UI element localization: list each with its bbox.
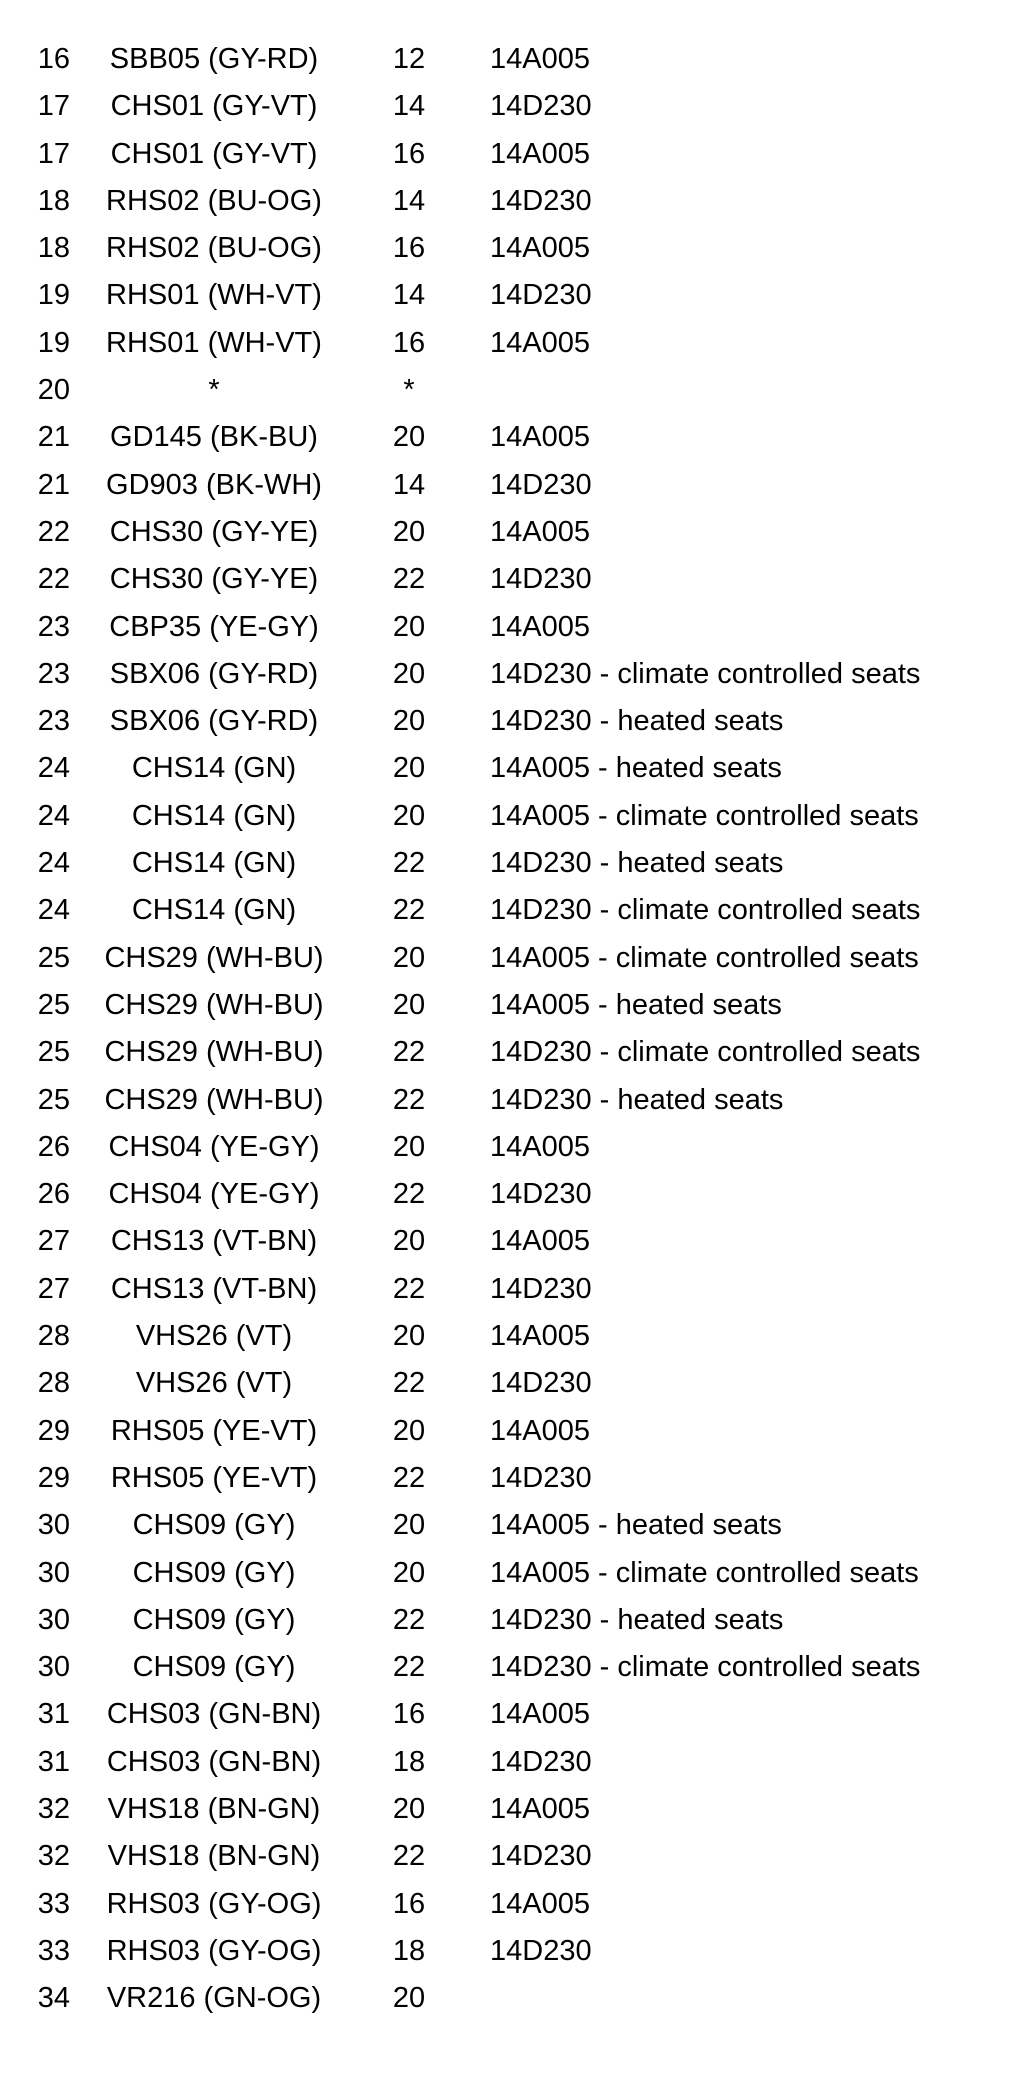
circuit-code: CHS09 (GY) [132, 1651, 296, 1684]
wire-gauge: 16 [392, 137, 426, 170]
table-row-27 [0, 1270, 1012, 1317]
wire-gauge: 20 [392, 515, 426, 548]
table-row-11 [0, 513, 1012, 560]
table-row-26 [0, 1222, 1012, 1269]
wire-gauge: 20 [392, 610, 426, 643]
pin-number: 21 [37, 468, 70, 501]
circuit-code: SBX06 (GY-RD) [109, 705, 319, 738]
connector-ref: 14D230 [490, 468, 592, 501]
connector-ref: 14A005 [490, 137, 590, 170]
circuit-code: SBB05 (GY-RD) [109, 43, 319, 75]
connector-ref: 14A005 [490, 1698, 590, 1731]
circuit-code: VHS18 (BN-GN) [107, 1840, 321, 1873]
pin-number: 26 [37, 1178, 70, 1211]
table-row-16 [0, 749, 1012, 796]
wire-gauge: 20 [392, 421, 426, 454]
wire-gauge: 22 [392, 1272, 426, 1305]
connector-ref: 14A005 - heated seats [490, 1509, 782, 1542]
table-row-35 [0, 1648, 1012, 1695]
connector-ref: 14A005 [490, 1414, 590, 1447]
circuit-code: CHS09 (GY) [132, 1509, 296, 1542]
connector-ref: 14D230 [490, 1367, 592, 1400]
circuit-code: CHS04 (YE-GY) [108, 1130, 320, 1163]
connector-ref: 14D230 [490, 1272, 592, 1305]
wire-gauge: 22 [392, 1178, 426, 1211]
wire-gauge: 20 [392, 1792, 426, 1825]
table-row-20 [0, 939, 1012, 986]
circuit-code: RHS03 (GY-OG) [106, 1934, 322, 1967]
connector-ref: 14A005 [490, 1130, 590, 1163]
table-row-15 [0, 702, 1012, 749]
circuit-code: RHS05 (YE-VT) [110, 1461, 318, 1494]
connector-ref: 14D230 - heated seats [490, 847, 784, 880]
circuit-code: RHS02 (BU-OG) [106, 184, 322, 217]
pin-number: 28 [37, 1367, 70, 1400]
connector-ref: 14A005 [490, 326, 590, 359]
table-row-19 [0, 891, 1012, 938]
wire-gauge: 22 [392, 563, 426, 596]
circuit-code: GD145 (BK-BU) [110, 421, 318, 454]
pin-number: 25 [37, 941, 70, 974]
pin-number: 30 [37, 1603, 70, 1636]
connector-ref: 14A005 - climate controlled seats [490, 941, 919, 974]
wire-gauge: 22 [392, 1036, 426, 1069]
connector-ref: 14A005 [490, 515, 590, 548]
pin-number: 28 [37, 1320, 70, 1353]
table-row-5 [0, 229, 1012, 276]
wire-gauge: 18 [392, 1934, 426, 1967]
wire-gauge: 20 [392, 799, 426, 832]
pin-number: 27 [37, 1225, 70, 1258]
wire-gauge: 22 [392, 1651, 426, 1684]
circuit-code: VHS18 (BN-GN) [107, 1792, 321, 1825]
table-row-25 [0, 1175, 1012, 1222]
wire-gauge: 22 [392, 1603, 426, 1636]
connector-ref: 14A005 [490, 1320, 590, 1353]
wire-gauge: 18 [392, 1745, 426, 1778]
connector-ref: 14D230 [490, 279, 592, 312]
pin-number: 27 [37, 1272, 70, 1305]
circuit-code: CHS29 (WH-BU) [104, 988, 324, 1021]
circuit-code: RHS02 (BU-OG) [106, 232, 322, 265]
circuit-code: SBX06 (GY-RD) [109, 657, 319, 690]
pin-number: 25 [37, 1036, 70, 1069]
connector-ref: 14D230 [490, 90, 592, 123]
wire-gauge: 14 [392, 279, 426, 312]
circuit-code: CHS03 (GN-BN) [106, 1698, 322, 1731]
table-row-24 [0, 1128, 1012, 1175]
circuit-code: VR216 (GN-OG) [106, 1982, 322, 2015]
wire-gauge: 12 [392, 43, 426, 75]
pin-number: 18 [37, 232, 70, 265]
table-row-8 [0, 371, 1012, 418]
connector-ref: 14A005 [490, 1225, 590, 1258]
pin-number: 25 [37, 1083, 70, 1116]
wire-gauge: 14 [392, 184, 426, 217]
table-row-23 [0, 1081, 1012, 1128]
circuit-code: CHS14 (GN) [131, 799, 297, 832]
connector-ref: 14D230 [490, 1745, 592, 1778]
table-row-12 [0, 560, 1012, 607]
connector-ref: 14D230 - climate controlled seats [490, 1036, 921, 1069]
table-row-39 [0, 1837, 1012, 1884]
connector-pin-table [0, 40, 1012, 2026]
connector-ref: 14A005 - heated seats [490, 752, 782, 785]
pin-number: 23 [37, 610, 70, 643]
table-row-2 [0, 87, 1012, 134]
table-row-21 [0, 986, 1012, 1033]
circuit-code: * [208, 374, 220, 407]
circuit-code: CHS13 (VT-BN) [110, 1272, 318, 1305]
connector-ref: 14D230 [490, 184, 592, 217]
connector-ref: 14A005 [490, 43, 590, 75]
wire-gauge: 20 [392, 1225, 426, 1258]
wire-gauge: 20 [392, 1320, 426, 1353]
circuit-code: VHS26 (VT) [135, 1367, 293, 1400]
circuit-code: RHS05 (YE-VT) [110, 1414, 318, 1447]
pin-number: 30 [37, 1509, 70, 1542]
pin-number: 24 [37, 847, 70, 880]
wire-gauge: 20 [392, 1130, 426, 1163]
pin-number: 22 [37, 515, 70, 548]
table-row-14 [0, 655, 1012, 702]
table-row-13 [0, 608, 1012, 655]
pin-number: 33 [37, 1887, 70, 1920]
table-row-17 [0, 797, 1012, 844]
connector-ref: 14D230 [490, 1934, 592, 1967]
wire-gauge: 22 [392, 1083, 426, 1116]
circuit-code: CHS03 (GN-BN) [106, 1745, 322, 1778]
table-row-37 [0, 1743, 1012, 1790]
wire-gauge: 20 [392, 988, 426, 1021]
table-row-32 [0, 1506, 1012, 1553]
connector-ref: 14D230 [490, 1178, 592, 1211]
pin-number: 24 [37, 799, 70, 832]
circuit-code: CHS29 (WH-BU) [104, 1036, 324, 1069]
connector-ref: 14D230 [490, 1461, 592, 1494]
pin-number: 17 [37, 137, 70, 170]
pin-number: 20 [37, 374, 70, 407]
circuit-code: CHS30 (GY-YE) [109, 515, 319, 548]
connector-ref: 14A005 - climate controlled seats [490, 799, 919, 832]
table-row-33 [0, 1554, 1012, 1601]
connector-ref: 14D230 - climate controlled seats [490, 894, 921, 927]
pin-number: 32 [37, 1840, 70, 1873]
pin-number: 31 [37, 1745, 70, 1778]
table-row-41 [0, 1932, 1012, 1979]
table-row-4 [0, 182, 1012, 229]
wire-gauge: * [403, 374, 415, 407]
table-row-10 [0, 466, 1012, 513]
connector-ref: 14A005 [490, 1887, 590, 1920]
circuit-code: RHS01 (WH-VT) [106, 279, 322, 312]
circuit-code: CHS29 (WH-BU) [104, 1083, 324, 1116]
pin-number: 30 [37, 1651, 70, 1684]
pin-number: 19 [37, 279, 70, 312]
circuit-code: RHS01 (WH-VT) [106, 326, 322, 359]
connector-ref: 14A005 [490, 232, 590, 265]
wire-gauge: 20 [392, 1982, 426, 2015]
pin-number: 21 [37, 421, 70, 454]
circuit-code: CHS13 (VT-BN) [110, 1225, 318, 1258]
connector-ref: 14A005 - climate controlled seats [490, 1556, 919, 1589]
table-row-1 [0, 40, 1012, 87]
circuit-code: CHS01 (GY-VT) [110, 137, 318, 170]
wire-gauge: 16 [392, 326, 426, 359]
connector-ref: 14D230 - heated seats [490, 1083, 784, 1116]
wire-gauge: 16 [392, 1887, 426, 1920]
pin-number: 17 [37, 90, 70, 123]
pin-number: 25 [37, 988, 70, 1021]
circuit-code: CHS30 (GY-YE) [109, 563, 319, 596]
table-row-30 [0, 1412, 1012, 1459]
table-row-34 [0, 1601, 1012, 1648]
circuit-code: CHS14 (GN) [131, 752, 297, 785]
circuit-code: CHS09 (GY) [132, 1603, 296, 1636]
table-row-36 [0, 1695, 1012, 1742]
circuit-code: CHS09 (GY) [132, 1556, 296, 1589]
wire-gauge: 22 [392, 894, 426, 927]
circuit-code: CHS29 (WH-BU) [104, 941, 324, 974]
wire-gauge: 16 [392, 1698, 426, 1731]
table-row-40 [0, 1885, 1012, 1932]
pin-number: 18 [37, 184, 70, 217]
table-row-31 [0, 1459, 1012, 1506]
wire-gauge: 20 [392, 941, 426, 974]
wire-gauge: 20 [392, 657, 426, 690]
table-row-3 [0, 135, 1012, 182]
wire-gauge: 20 [392, 1414, 426, 1447]
connector-ref: 14D230 [490, 1840, 592, 1873]
wire-gauge: 22 [392, 847, 426, 880]
pin-number: 16 [37, 43, 70, 75]
connector-ref: 14A005 - heated seats [490, 988, 782, 1021]
wire-gauge: 20 [392, 1556, 426, 1589]
pin-number: 22 [37, 563, 70, 596]
circuit-code: CHS14 (GN) [131, 847, 297, 880]
pin-number: 29 [37, 1461, 70, 1494]
pin-number: 24 [37, 894, 70, 927]
wire-gauge: 20 [392, 705, 426, 738]
connector-ref: 14A005 [490, 1792, 590, 1825]
wire-gauge: 22 [392, 1367, 426, 1400]
wire-gauge: 14 [392, 468, 426, 501]
connector-ref: 14A005 [490, 610, 590, 643]
pin-number: 26 [37, 1130, 70, 1163]
table-row-42 [0, 1979, 1012, 2026]
pin-number: 29 [37, 1414, 70, 1447]
wire-gauge: 20 [392, 752, 426, 785]
circuit-code: GD903 (BK-WH) [106, 468, 322, 501]
circuit-code: RHS03 (GY-OG) [106, 1887, 322, 1920]
connector-ref: 14D230 - climate controlled seats [490, 657, 921, 690]
table-row-6 [0, 276, 1012, 323]
connector-ref: 14D230 - heated seats [490, 1603, 784, 1636]
pin-number: 30 [37, 1556, 70, 1589]
wire-gauge: 22 [392, 1461, 426, 1494]
wire-gauge: 20 [392, 1509, 426, 1542]
connector-ref: 14D230 [490, 563, 592, 596]
circuit-code: CHS04 (YE-GY) [108, 1178, 320, 1211]
pin-number: 33 [37, 1934, 70, 1967]
wire-gauge: 22 [392, 1840, 426, 1873]
pin-number: 31 [37, 1698, 70, 1731]
table-row-22 [0, 1033, 1012, 1080]
circuit-code: CHS14 (GN) [131, 894, 297, 927]
table-row-28 [0, 1317, 1012, 1364]
circuit-code: CHS01 (GY-VT) [110, 90, 318, 123]
connector-ref: 14A005 [490, 421, 590, 454]
wire-gauge: 16 [392, 232, 426, 265]
connector-ref: 14D230 - heated seats [490, 705, 784, 738]
pin-number: 24 [37, 752, 70, 785]
circuit-code: CBP35 (YE-GY) [109, 610, 319, 643]
circuit-code: VHS26 (VT) [135, 1320, 293, 1353]
table-row-7 [0, 324, 1012, 371]
pin-number: 23 [37, 705, 70, 738]
connector-ref: 14D230 - climate controlled seats [490, 1651, 921, 1684]
pin-number: 34 [37, 1982, 70, 2015]
wire-gauge: 14 [392, 90, 426, 123]
table-row-29 [0, 1364, 1012, 1411]
table-row-18 [0, 844, 1012, 891]
table-row-9 [0, 418, 1012, 465]
pin-number: 19 [37, 326, 70, 359]
pin-number: 32 [37, 1792, 70, 1825]
pin-number: 23 [37, 657, 70, 690]
table-row-38 [0, 1790, 1012, 1837]
